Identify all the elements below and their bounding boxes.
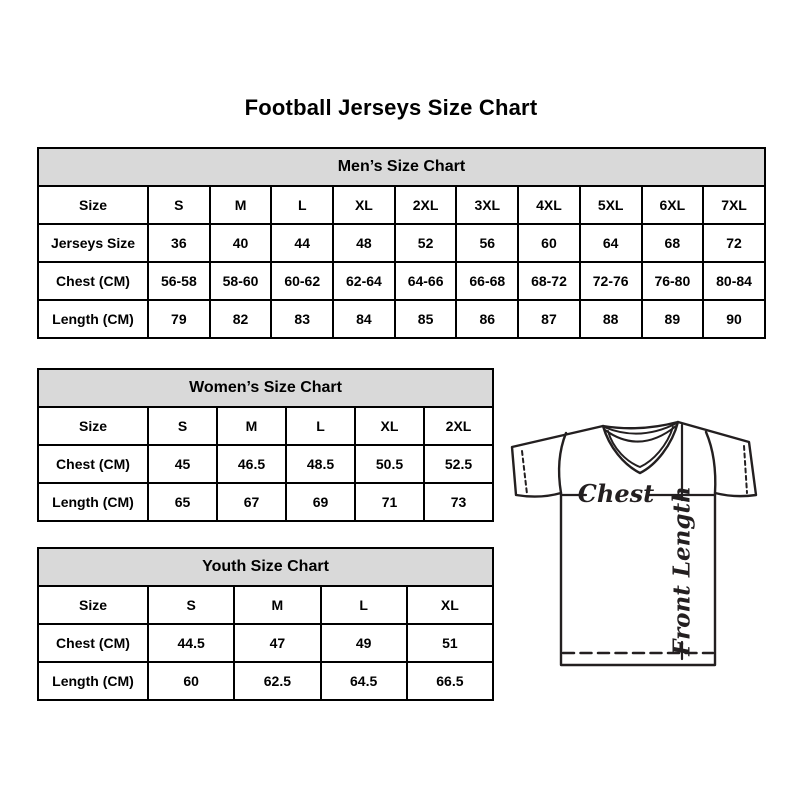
- size-cell: 7XL: [703, 186, 765, 224]
- value-cell: 64: [580, 224, 642, 262]
- table-row: [38, 483, 493, 521]
- value-cell: 48.5: [286, 445, 355, 483]
- size-cell: 3XL: [456, 186, 518, 224]
- value-cell: 56-58: [148, 262, 210, 300]
- youth-size-table: [37, 547, 494, 701]
- size-cell: M: [210, 186, 272, 224]
- size-cell: 5XL: [580, 186, 642, 224]
- table-band-row: [38, 369, 493, 407]
- value-cell: 46.5: [217, 445, 286, 483]
- size-cell: 2XL: [424, 407, 493, 445]
- row-label: Chest (CM): [38, 445, 148, 483]
- value-cell: 60: [518, 224, 580, 262]
- value-cell: 90: [703, 300, 765, 338]
- value-cell: 73: [424, 483, 493, 521]
- size-cell: XL: [333, 186, 395, 224]
- table-band-row: [38, 148, 765, 186]
- value-cell: 71: [355, 483, 424, 521]
- page-title: Football Jerseys Size Chart: [244, 95, 538, 120]
- size-cell: L: [271, 186, 333, 224]
- table-row: [38, 445, 493, 483]
- size-cell: M: [234, 586, 320, 624]
- value-cell: 87: [518, 300, 580, 338]
- table-row: [38, 624, 493, 662]
- value-cell: 89: [642, 300, 704, 338]
- size-cell: S: [148, 407, 217, 445]
- front-length-label: Front Length: [668, 486, 696, 656]
- value-cell: 44: [271, 224, 333, 262]
- table-row: [38, 662, 493, 700]
- table-band-row: [38, 548, 493, 586]
- value-cell: 64-66: [395, 262, 457, 300]
- row-label: Jerseys Size: [38, 224, 148, 262]
- value-cell: 49: [321, 624, 407, 662]
- value-cell: 82: [210, 300, 272, 338]
- size-cell: XL: [407, 586, 493, 624]
- row-label: Length (CM): [38, 300, 148, 338]
- row-label: Size: [38, 586, 148, 624]
- row-label: Length (CM): [38, 483, 148, 521]
- row-label: Size: [38, 186, 148, 224]
- womens-size-table: [37, 368, 494, 522]
- value-cell: 72-76: [580, 262, 642, 300]
- value-cell: 51: [407, 624, 493, 662]
- table-row: [38, 407, 493, 445]
- value-cell: 66-68: [456, 262, 518, 300]
- value-cell: 84: [333, 300, 395, 338]
- value-cell: 56: [456, 224, 518, 262]
- value-cell: 88: [580, 300, 642, 338]
- value-cell: 62-64: [333, 262, 395, 300]
- value-cell: 58-60: [210, 262, 272, 300]
- size-cell: 2XL: [395, 186, 457, 224]
- value-cell: 86: [456, 300, 518, 338]
- value-cell: 66.5: [407, 662, 493, 700]
- size-cell: M: [217, 407, 286, 445]
- size-cell: S: [148, 586, 234, 624]
- jersey-measurement-diagram: [500, 405, 770, 675]
- value-cell: 48: [333, 224, 395, 262]
- chest-label: Chest: [577, 479, 655, 508]
- size-cell: XL: [355, 407, 424, 445]
- value-cell: 52.5: [424, 445, 493, 483]
- value-cell: 60-62: [271, 262, 333, 300]
- value-cell: 50.5: [355, 445, 424, 483]
- size-cell: 4XL: [518, 186, 580, 224]
- value-cell: 40: [210, 224, 272, 262]
- mens-size-table: [37, 147, 766, 339]
- value-cell: 85: [395, 300, 457, 338]
- value-cell: 65: [148, 483, 217, 521]
- value-cell: 47: [234, 624, 320, 662]
- value-cell: 79: [148, 300, 210, 338]
- value-cell: 69: [286, 483, 355, 521]
- value-cell: 44.5: [148, 624, 234, 662]
- value-cell: 80-84: [703, 262, 765, 300]
- size-cell: 6XL: [642, 186, 704, 224]
- value-cell: 36: [148, 224, 210, 262]
- row-label: Chest (CM): [38, 624, 148, 662]
- jersey-outline: [512, 422, 756, 665]
- value-cell: 68-72: [518, 262, 580, 300]
- size-cell: L: [286, 407, 355, 445]
- value-cell: 68: [642, 224, 704, 262]
- jersey-diagram-icon: [500, 405, 770, 675]
- row-label: Length (CM): [38, 662, 148, 700]
- table-row: [38, 262, 765, 300]
- value-cell: 72: [703, 224, 765, 262]
- value-cell: 52: [395, 224, 457, 262]
- table-row: [38, 586, 493, 624]
- row-label: Chest (CM): [38, 262, 148, 300]
- size-cell: S: [148, 186, 210, 224]
- value-cell: 76-80: [642, 262, 704, 300]
- womens-table-title: Women’s Size Chart: [38, 369, 493, 407]
- mens-table-title: Men’s Size Chart: [38, 148, 765, 186]
- value-cell: 45: [148, 445, 217, 483]
- row-label: Size: [38, 407, 148, 445]
- value-cell: 62.5: [234, 662, 320, 700]
- value-cell: 60: [148, 662, 234, 700]
- size-cell: L: [321, 586, 407, 624]
- value-cell: 64.5: [321, 662, 407, 700]
- table-row: [38, 300, 765, 338]
- table-row: [38, 224, 765, 262]
- table-row: [38, 186, 765, 224]
- value-cell: 83: [271, 300, 333, 338]
- value-cell: 67: [217, 483, 286, 521]
- youth-table-title: Youth Size Chart: [38, 548, 493, 586]
